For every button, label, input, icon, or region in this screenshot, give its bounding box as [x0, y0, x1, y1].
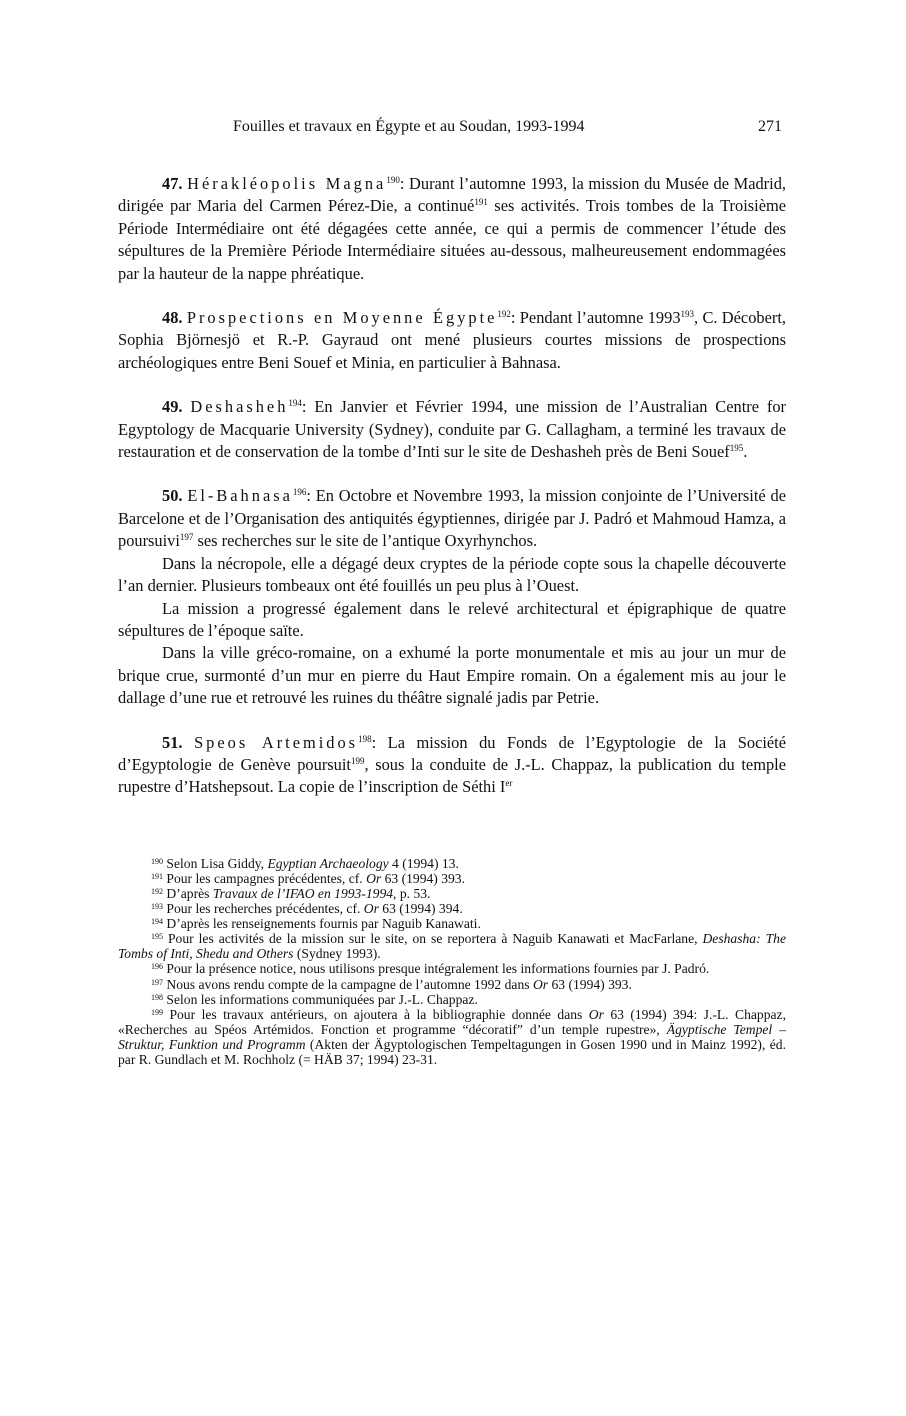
- footnote-number: 199: [151, 1007, 163, 1017]
- note-text: Pour les campagnes précédentes, cf.: [163, 870, 367, 886]
- footnote-number: 192: [151, 886, 163, 896]
- footnote-ref[interactable]: 192: [497, 309, 511, 320]
- paragraph: [118, 173, 786, 285]
- footnote-number: 198: [151, 992, 163, 1002]
- paragraph: [118, 307, 786, 374]
- paragraph: [118, 732, 786, 799]
- note-text: 63 (1994) 393.: [548, 976, 632, 992]
- note-italic: Or: [532, 976, 549, 992]
- footnote-192: [118, 886, 786, 901]
- note-text: , p. 53.: [393, 885, 431, 901]
- note-text: Pour les travaux antérieurs, on ajoutera à la bibliographie donnée dans: [163, 1006, 589, 1022]
- note-text: D’après les renseignements fournis par Naguib Kanawati.: [163, 916, 481, 932]
- paragraph: Dans la ville gréco-romaine, on a exhumé la porte monumentale et mis au jour un mur de brique crue, surmonté d’un mur en pierre du Haut Empire romain. On a également mis au jour le dallage d’une rue et retrouvé les ruines du théâtre signalé jadis par Petrie.: [118, 643, 786, 708]
- paragraph: La mission a progressé également dans le relevé architectural et épigraphique de quatre sépultures de l’époque saïte.: [118, 598, 786, 640]
- footnote-number: 197: [151, 977, 163, 987]
- text: : Durant l’automne 1993, la mission du Musée de Madrid, dirigée par Maria del Carmen Pérez-Die, a continué: [118, 174, 786, 216]
- text: : La mission du Fonds de l’Egyptologie de la Société d’Egyptologie de Genève poursuit: [118, 732, 786, 774]
- footnotes: [118, 856, 786, 1067]
- footnote-ref[interactable]: 195: [729, 443, 744, 454]
- entry-number: 51.: [162, 732, 183, 752]
- footnote-191: [118, 871, 786, 886]
- footnote-ref[interactable]: 197: [179, 532, 194, 543]
- page-number: 271: [758, 118, 782, 135]
- footnote-198: [118, 992, 786, 1007]
- text: , sous la conduite de J.-L. Chappaz, la publication du temple rupestre d’Hatshepsout. La copie de l’inscription de Séthi I: [118, 754, 786, 797]
- note-italic: Travaux de l’IFAO en 1993-1994: [212, 885, 394, 901]
- footnote-number: 194: [151, 917, 163, 927]
- entry-50: [118, 485, 786, 709]
- site-name: El-Bahnasa: [187, 486, 293, 506]
- site-name: Prospections en Moyenne Égypte: [186, 308, 498, 328]
- note-text: (Akten der Ägyptologischen Tempeltagungen in Gosen 1990 und in Mainz 1992), éd. par R. Gundlach et M. Rochholz (= HÄB 37; 1994) 23-31.: [118, 1036, 786, 1067]
- text: ses recherches sur le site de l’antique Oxyrhynchos.: [193, 531, 538, 551]
- note-text: 4 (1994) 13.: [388, 855, 459, 871]
- footnote-number: 193: [151, 902, 163, 912]
- paragraph: [118, 485, 786, 552]
- text: : En Octobre et Novembre 1993, la mission conjointe de l’Université de Barcelone et de l’Organisation des antiquités égyptiennes, dirigée par J. Padró et Mahmoud Hamza, a poursuivi: [118, 486, 786, 551]
- entry-number: 48.: [162, 308, 183, 328]
- entry-49: [118, 396, 786, 463]
- text: : Pendant l’automne 1993: [510, 308, 681, 328]
- paragraph: [118, 396, 786, 463]
- note-text: 63 (1994) 394: J.-L. Chappaz, «Recherches au Spéos Artémidos. Fonction et programme “décoratif” d’un temple rupestre»,: [118, 1006, 786, 1037]
- note-text: Pour les activités de la mission sur le site, on se reportera à Naguib Kanawati et MacFarlane,: [163, 931, 703, 947]
- note-italic: Or: [366, 870, 382, 886]
- footnote-number: 191: [151, 871, 163, 881]
- footnote-ref[interactable]: 191: [474, 197, 488, 208]
- site-name: Speos Artemidos: [194, 732, 359, 752]
- entry-number: 50.: [162, 486, 183, 506]
- text: , C. Décobert, Sophia Björnesjö et R.-P. Gayraud ont mené plusieurs courtes missions de prospections archéologiques entre Beni Souef et Minia, en particulier à Bahnasa.: [118, 308, 786, 372]
- footnote-ref[interactable]: 193: [680, 309, 695, 320]
- entry-51: [118, 732, 786, 799]
- footnote-number: 195: [151, 932, 163, 942]
- footnote-ref[interactable]: 198: [358, 733, 372, 744]
- footnote-199: [118, 1007, 786, 1067]
- page-header: [118, 118, 786, 146]
- footnote-ref[interactable]: 194: [288, 398, 302, 409]
- note-text: Pour les recherches précédentes, cf.: [163, 901, 364, 917]
- entry-47: [118, 173, 786, 285]
- footnote-number: 196: [151, 962, 163, 972]
- note-italic: Deshasha: The Tombs of Inti, Shedu and Others: [118, 931, 786, 962]
- site-name: Hérakléopolis Magna: [187, 174, 387, 193]
- entry-number: 47.: [162, 174, 183, 193]
- footnote-number: 190: [151, 856, 163, 866]
- entry-48: [118, 307, 786, 374]
- footnote-ref[interactable]: 196: [292, 487, 307, 498]
- note-italic: Ägyptische Tempel – Struktur, Funktion und Programm: [118, 1021, 786, 1052]
- note-text: 63 (1994) 393.: [381, 870, 466, 886]
- footnote-ref[interactable]: 199: [350, 755, 365, 766]
- footnote-ref[interactable]: 190: [386, 175, 400, 185]
- note-text: 63 (1994) 394.: [378, 901, 463, 917]
- note-text: Selon les informations communiquées par J.-L. Chappaz.: [163, 991, 478, 1007]
- footnote-193: [118, 901, 786, 916]
- text: : En Janvier et Février 1994, une mission de l’Australian Centre for Egyptology de Macquarie University (Sydney), conduite par G. Callagham, a terminé les travaux de restauration et de conservation de la tombe d’Inti sur le site de Deshasheh près de Beni Souef: [118, 397, 786, 462]
- note-italic: Egyptian Archaeology: [267, 855, 389, 871]
- site-name: Deshasheh: [190, 397, 289, 417]
- note-text: (Sydney 1993).: [293, 946, 381, 962]
- text: ses activités. Trois tombes de la Troisième Période Intermédiaire ont été dégagées cette année, ce qui a permis de commencer l’étude des sépultures de la Première Période Intermédiaire situées au-dessous, malheureusement endommagées par la hauteur de la nappe phréatique.: [118, 196, 786, 283]
- ordinal-suffix: er: [505, 778, 513, 789]
- note-text: Selon Lisa Giddy,: [163, 855, 268, 871]
- document-page: [118, 118, 786, 1067]
- footnote-194: [118, 916, 786, 931]
- footnote-196: [118, 961, 786, 976]
- note-text: Pour la présence notice, nous utilisons presque intégralement les informations fournies par J. Padró.: [163, 961, 710, 977]
- paragraph: Dans la nécropole, elle a dégagé deux cryptes de la période copte sous la chapelle découverte l’an dernier. Plusieurs tombeaux ont été fouillés un peu plus à l’Ouest.: [118, 553, 786, 596]
- entry-number: 49.: [162, 397, 183, 417]
- note-text: D’après: [163, 885, 213, 901]
- footnote-197: [118, 977, 786, 992]
- note-italic: Or: [588, 1006, 604, 1022]
- running-title: Fouilles et travaux en Égypte et au Soudan, 1993-1994: [233, 118, 585, 135]
- footnote-190: [118, 856, 786, 871]
- text: .: [743, 442, 748, 462]
- note-text: Nous avons rendu compte de la campagne de l’automne 1992 dans: [163, 976, 533, 992]
- footnote-195: [118, 931, 786, 961]
- note-italic: Or: [363, 901, 379, 917]
- body-text: [118, 173, 786, 799]
